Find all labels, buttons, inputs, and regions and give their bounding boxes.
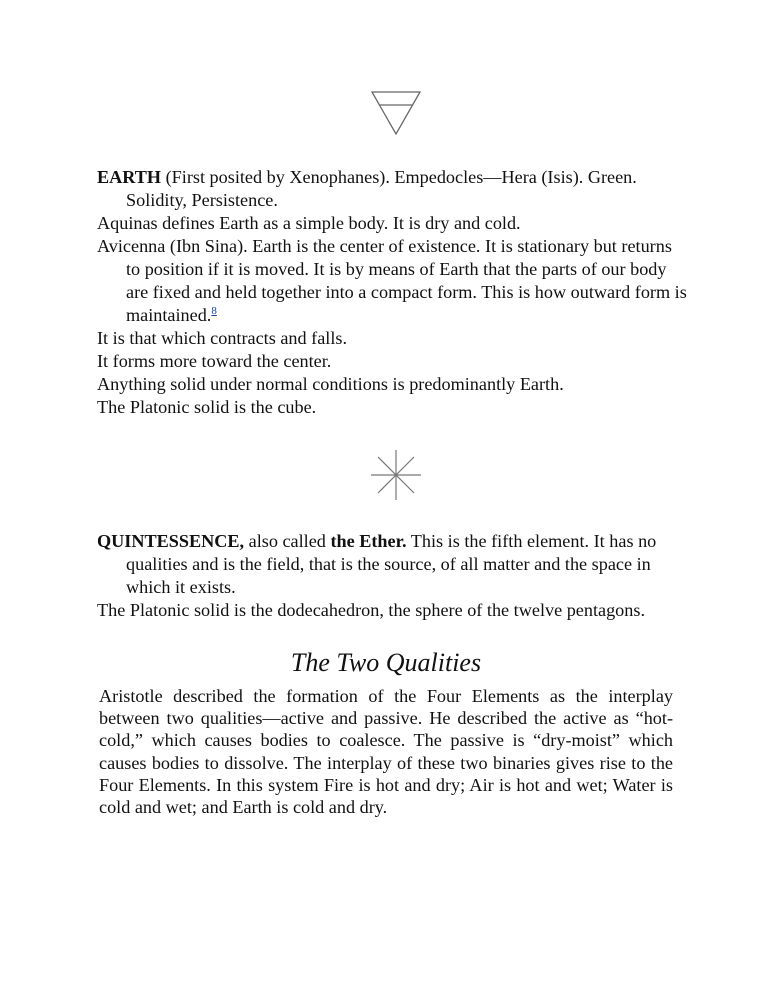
quintessence-heading: QUINTESSENCE, [97, 531, 245, 551]
earth-section [97, 166, 687, 419]
two-qualities-heading: The Two Qualities [290, 648, 482, 677]
earth-symbol-icon [370, 90, 422, 136]
quintessence-platonic: The Platonic solid is the dodecahedron, the sphere of the twelve pentagons. [97, 600, 645, 620]
earth-line-platonic: The Platonic solid is the cube. [97, 397, 317, 417]
earth-line-solid: Anything solid under normal conditions is predominantly Earth. [97, 374, 564, 394]
earth-intro [97, 166, 687, 212]
earth-heading: EARTH [97, 167, 162, 187]
earth-line-center: It forms more toward the center. [97, 351, 332, 371]
quintessence-mid-text: also called [244, 531, 331, 551]
quintessence-intro [97, 530, 687, 599]
quintessence-description: This is the fifth element. It has no qualities and is the field, that is the source, of all matter and the space in which it exists. [126, 531, 657, 597]
earth-intro-text: (First posited by Xenophanes). Empedocles—Hera (Isis). Green. Solidity, Persistence. [126, 167, 637, 210]
earth-aquinas: Aquinas defines Earth as a simple body. It is dry and cold. [97, 213, 521, 233]
two-qualities-body: Aristotle described the formation of the Four Elements as the interplay between two qualities—active and passive. He described the active as “hot-cold,” which causes bodies to coalesce. The passive is “dry-moist” which causes bodies to dissolve. The interplay of these two binaries gives rise to the Four Elements. In this system Fire is hot and dry; Air is hot and wet; Water is cold and wet; and Earth is cold and dry. [99, 686, 673, 818]
quintessence-symbol-icon [369, 448, 423, 502]
earth-avicenna [97, 235, 687, 327]
earth-avicenna-text: Avicenna (Ibn Sina). Earth is the center of existence. It is stationary but returns to position if it is moved. It is by means of Earth that the parts of our body are fixed and held together into a compact form. This is how outward form is maintained. [97, 236, 687, 325]
ether-term: the Ether. [330, 531, 407, 551]
earth-line-contracts: It is that which contracts and falls. [97, 328, 348, 348]
footnote-link[interactable]: 8 [211, 304, 217, 317]
quintessence-section [97, 530, 687, 622]
